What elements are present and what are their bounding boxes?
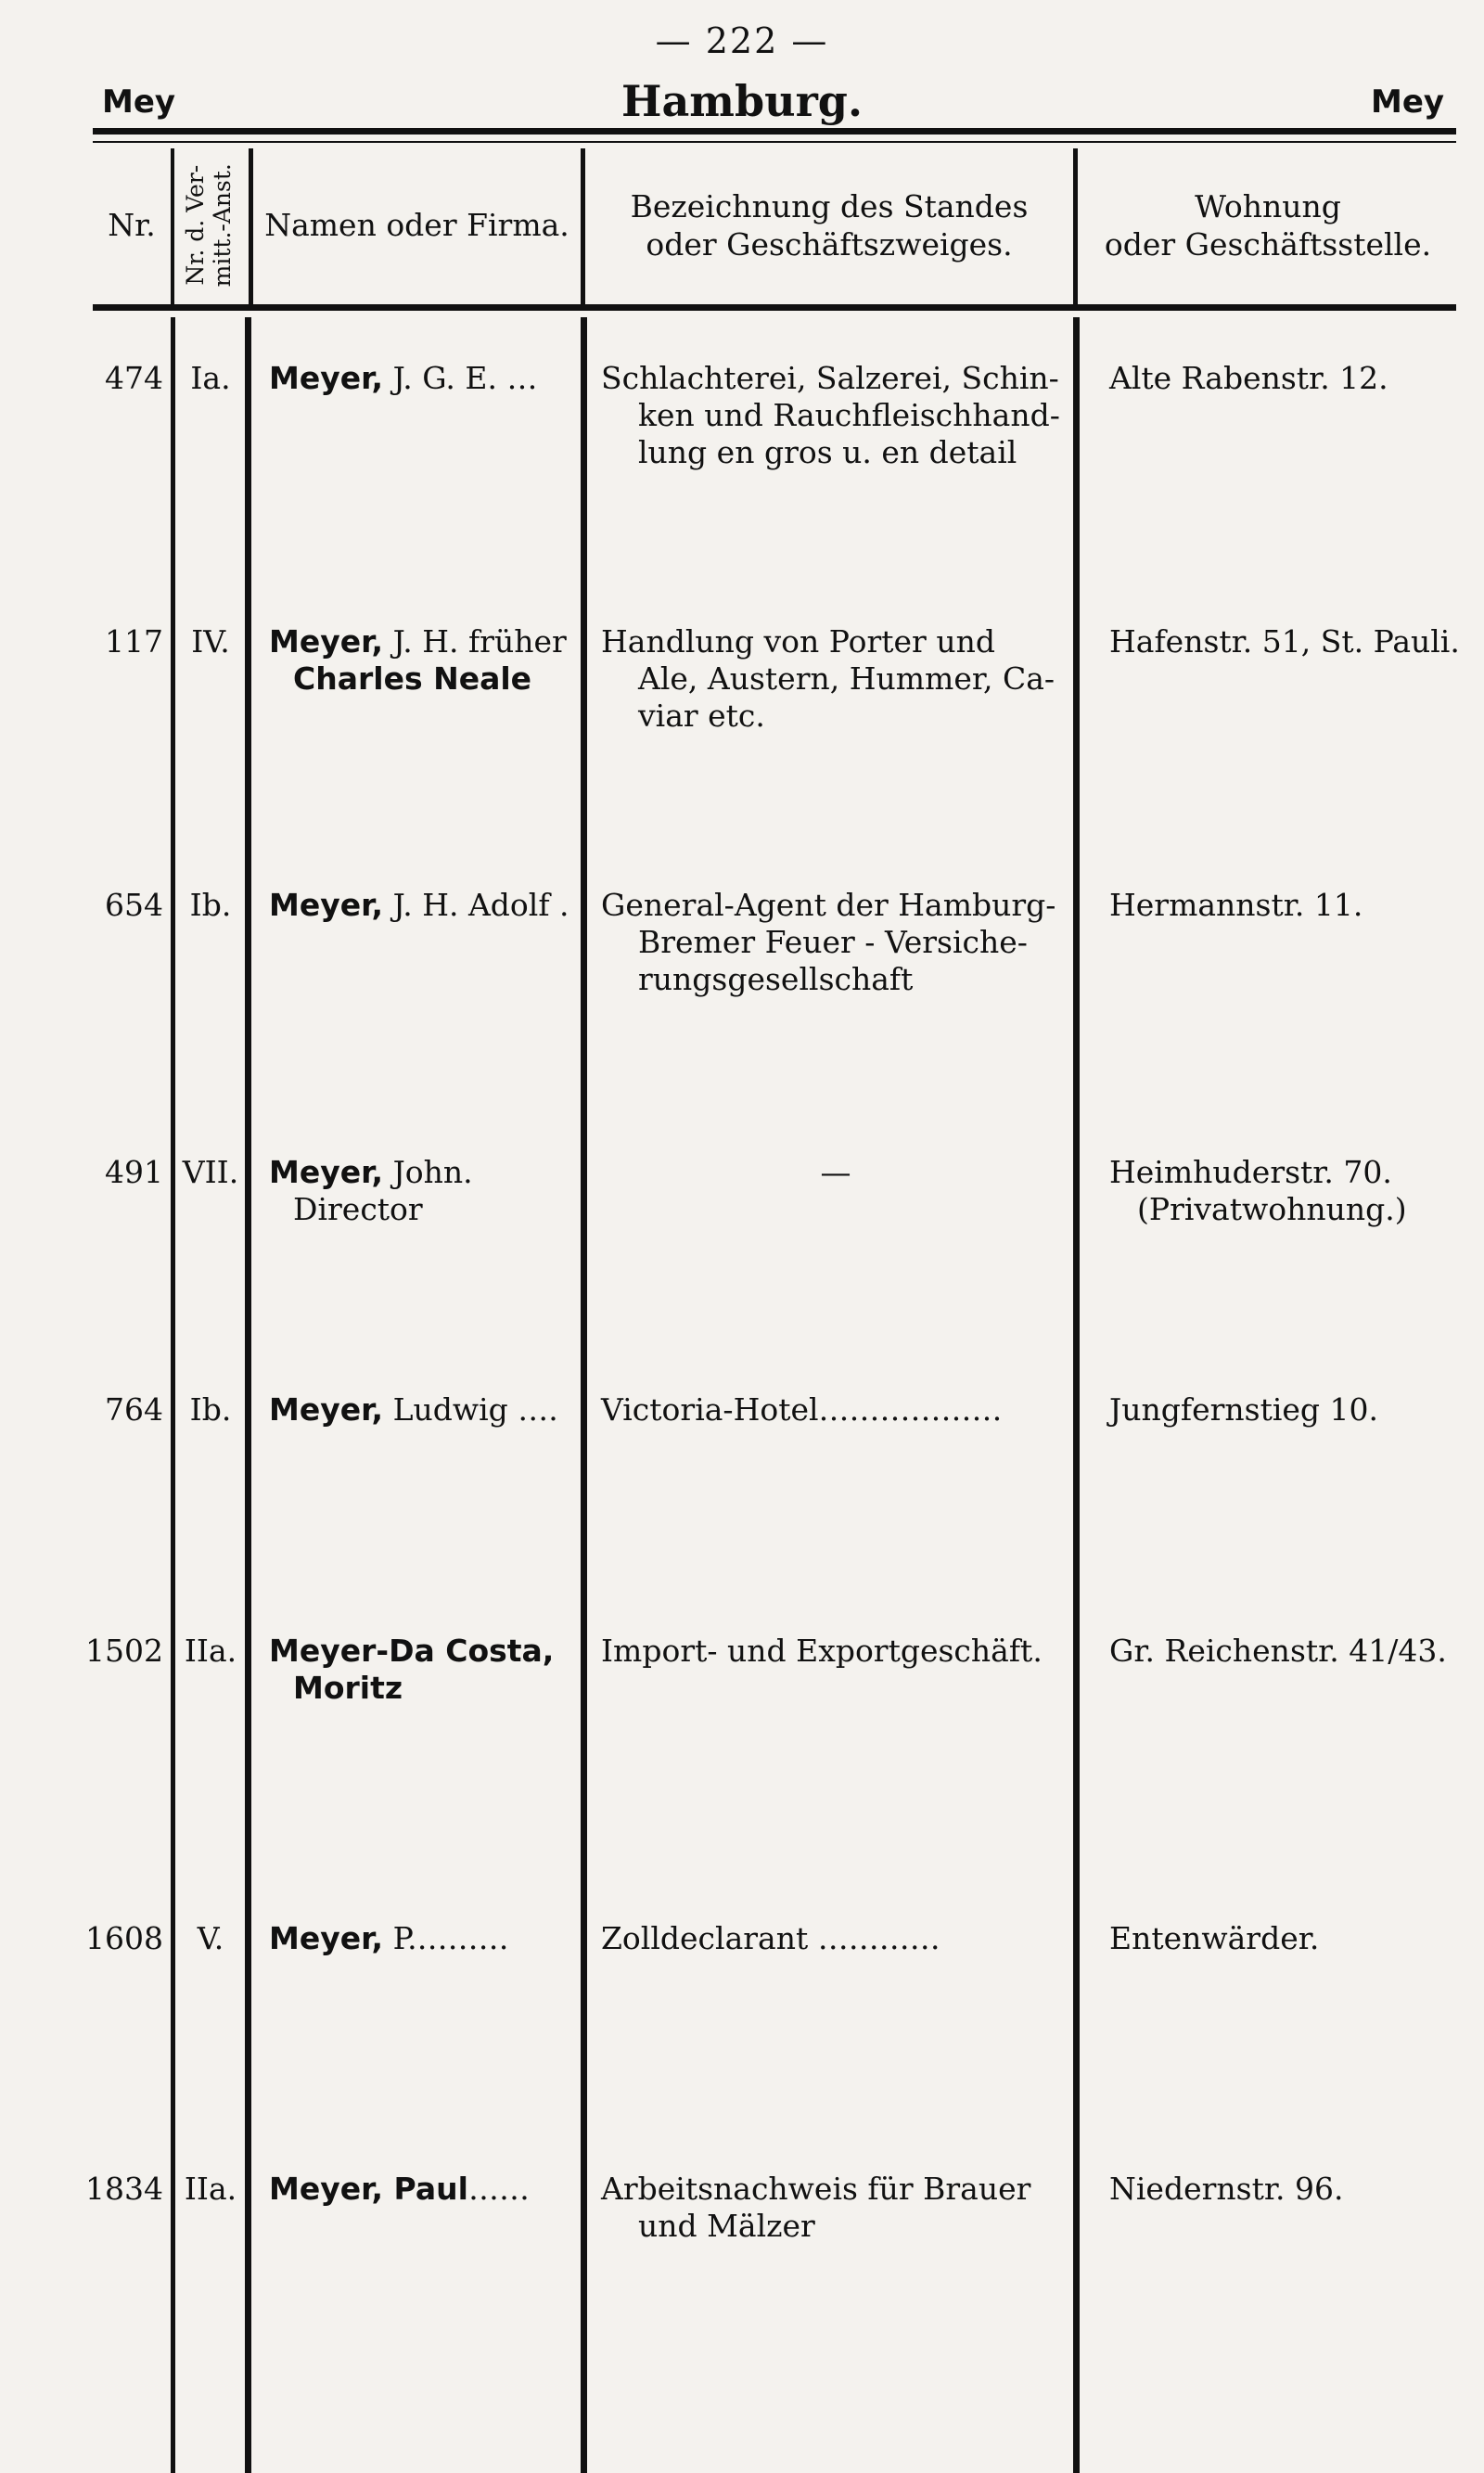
entry-name xyxy=(269,1391,575,1429)
entry-name xyxy=(269,1920,575,1957)
entry-name-line2: Director xyxy=(293,1191,423,1227)
entry-name-line1 xyxy=(269,623,575,660)
entry-trade-line: Bremer Feuer - Versiche- xyxy=(638,924,1028,960)
entry-trade xyxy=(601,1154,1070,1191)
entry-name-rest: J. H. Adolf . xyxy=(383,887,569,923)
entry-number: 1608 xyxy=(85,1920,163,1956)
running-head-right: Mey xyxy=(1371,83,1445,121)
entry-address xyxy=(1109,623,1462,660)
entry-trade xyxy=(601,623,1070,735)
entry-number: 764 xyxy=(105,1391,163,1428)
entry-name xyxy=(269,623,575,698)
entry-vermittlung: V. xyxy=(197,1920,224,1956)
entry-trade-line: Import- und Exportgeschäft. xyxy=(601,1633,1043,1669)
entry-address-line: Jungfernstieg 10. xyxy=(1109,1391,1379,1428)
column-header-name: Namen oder Firma. xyxy=(264,207,569,244)
entry-trade-line: — xyxy=(820,1154,851,1190)
entry-name-rest: J. H. früher xyxy=(383,623,567,660)
entry-vermittlung: Ia. xyxy=(190,360,231,396)
entry-trade-line: General-Agent der Hamburg- xyxy=(601,887,1056,923)
entry-name xyxy=(269,1154,575,1228)
entry-number: 1502 xyxy=(85,1633,163,1669)
entry-trade-line: ken und Rauchfleischhand- xyxy=(638,397,1060,433)
entry-name-line1 xyxy=(269,887,575,924)
column-header-vermittlung xyxy=(173,148,247,302)
entry-address xyxy=(1109,2171,1462,2208)
entry-number: 474 xyxy=(105,360,163,396)
entry-address-line: Hermannstr. 11. xyxy=(1109,887,1363,923)
entry-name-line2: Charles Neale xyxy=(293,660,532,697)
header-bottom-rule xyxy=(93,304,1456,311)
entry-name-line1 xyxy=(269,1920,575,1957)
entry-address-line: Hafenstr. 51, St. Pauli. xyxy=(1109,623,1460,660)
column-header-address-line2: oder Geschäftsstelle. xyxy=(1104,226,1432,263)
column-header-address-line1: Wohnung xyxy=(1195,187,1341,224)
entry-number: 117 xyxy=(105,623,163,660)
column-header-nr: Nr. xyxy=(108,207,156,244)
entry-name-rest: John. xyxy=(383,1154,473,1190)
entry-address xyxy=(1109,360,1462,397)
entry-trade xyxy=(601,2171,1070,2245)
entry-surname: Meyer, xyxy=(269,1920,384,1956)
entry-name-rest: J. G. E. … xyxy=(383,360,538,396)
entry-name xyxy=(269,887,575,924)
entry-address-line: Alte Rabenstr. 12. xyxy=(1109,360,1388,396)
entry-trade xyxy=(601,887,1070,998)
entry-trade-line: Schlachterei, Salzerei, Schin- xyxy=(601,360,1059,396)
entry-trade xyxy=(601,1391,1070,1429)
entry-name xyxy=(269,2171,575,2208)
entry-name-line1 xyxy=(269,1391,575,1429)
entry-name-rest: …… xyxy=(467,2171,530,2207)
running-head-left: Mey xyxy=(102,83,176,121)
entry-address xyxy=(1109,1154,1462,1228)
entry-surname: Meyer, xyxy=(269,887,384,923)
entry-address-line: (Privatwohnung.) xyxy=(1137,1191,1407,1227)
entry-address-line: Gr. Reichenstr. 41/43. xyxy=(1109,1633,1447,1669)
entry-vermittlung: IIa. xyxy=(184,1633,237,1669)
entry-trade-line: und Mälzer xyxy=(638,2208,815,2244)
city-heading: Hamburg. xyxy=(621,76,863,126)
entry-trade-line: Ale, Austern, Hummer, Ca- xyxy=(638,660,1055,697)
entry-vermittlung: VII. xyxy=(182,1154,239,1190)
column-header-trade xyxy=(585,148,1073,302)
column-header-trade-line2: oder Geschäftszweiges. xyxy=(646,226,1013,263)
entry-address-line: Entenwärder. xyxy=(1109,1920,1320,1956)
entry-number: 1834 xyxy=(85,2171,163,2207)
entry-trade-line: viar etc. xyxy=(638,698,765,734)
entry-address-line: Heimhuderstr. 70. xyxy=(1109,1154,1392,1190)
entry-name-line2: Moritz xyxy=(293,1670,403,1706)
entry-vermittlung: IIa. xyxy=(184,2171,237,2207)
entry-number: 491 xyxy=(105,1154,163,1190)
column-header-address xyxy=(1078,148,1458,302)
body-divider-3 xyxy=(581,317,587,2473)
entry-surname: Meyer, xyxy=(269,623,384,660)
entry-trade-line: Arbeitsnachweis für Brauer xyxy=(601,2171,1031,2207)
entry-surname: Meyer, xyxy=(269,1391,384,1428)
entry-address-line: Niedernstr. 96. xyxy=(1109,2171,1344,2207)
entry-trade-line: Victoria-Hotel……………… xyxy=(601,1391,1003,1428)
entry-address xyxy=(1109,1920,1462,1957)
entry-name xyxy=(269,360,575,397)
entry-surname: Meyer-Da Costa, xyxy=(269,1633,555,1669)
entry-surname: Meyer, xyxy=(269,360,384,396)
entry-number: 654 xyxy=(105,887,163,923)
entry-name-rest: P.……… xyxy=(383,1920,509,1956)
entry-trade xyxy=(601,1920,1070,1957)
entry-name-line1 xyxy=(269,2171,575,2208)
entry-trade-line: rungsgesellschaft xyxy=(638,961,914,997)
column-header-vermittlung-text: Nr. d. Ver- mitt.-Anst. xyxy=(182,163,237,288)
page-number: — 222 — xyxy=(655,20,829,61)
entry-vermittlung: Ib. xyxy=(189,1391,232,1428)
entry-name-line1 xyxy=(269,1633,575,1670)
entry-surname: Meyer, Paul xyxy=(269,2171,468,2207)
top-rule-thick xyxy=(93,128,1456,135)
entry-address xyxy=(1109,1391,1462,1429)
entry-trade-line: lung en gros u. en detail xyxy=(638,434,1017,470)
entry-vermittlung: Ib. xyxy=(189,887,232,923)
entry-name-rest: Ludwig …. xyxy=(383,1391,558,1428)
top-rule-thin xyxy=(93,141,1456,143)
entry-trade-line: Handlung von Porter und xyxy=(601,623,995,660)
entry-address xyxy=(1109,1633,1462,1670)
entry-name-line1 xyxy=(269,1154,575,1191)
entry-address xyxy=(1109,887,1462,924)
entry-vermittlung: IV. xyxy=(191,623,230,660)
column-header-trade-line1: Bezeichnung des Standes xyxy=(630,187,1029,224)
entry-trade xyxy=(601,1633,1070,1670)
entry-name xyxy=(269,1633,575,1707)
entry-trade xyxy=(601,360,1070,471)
entry-surname: Meyer, xyxy=(269,1154,384,1190)
entry-trade-line: Zolldeclarant ………… xyxy=(601,1920,940,1956)
body-divider-4 xyxy=(1073,317,1080,2473)
entry-name-line1 xyxy=(269,360,575,397)
